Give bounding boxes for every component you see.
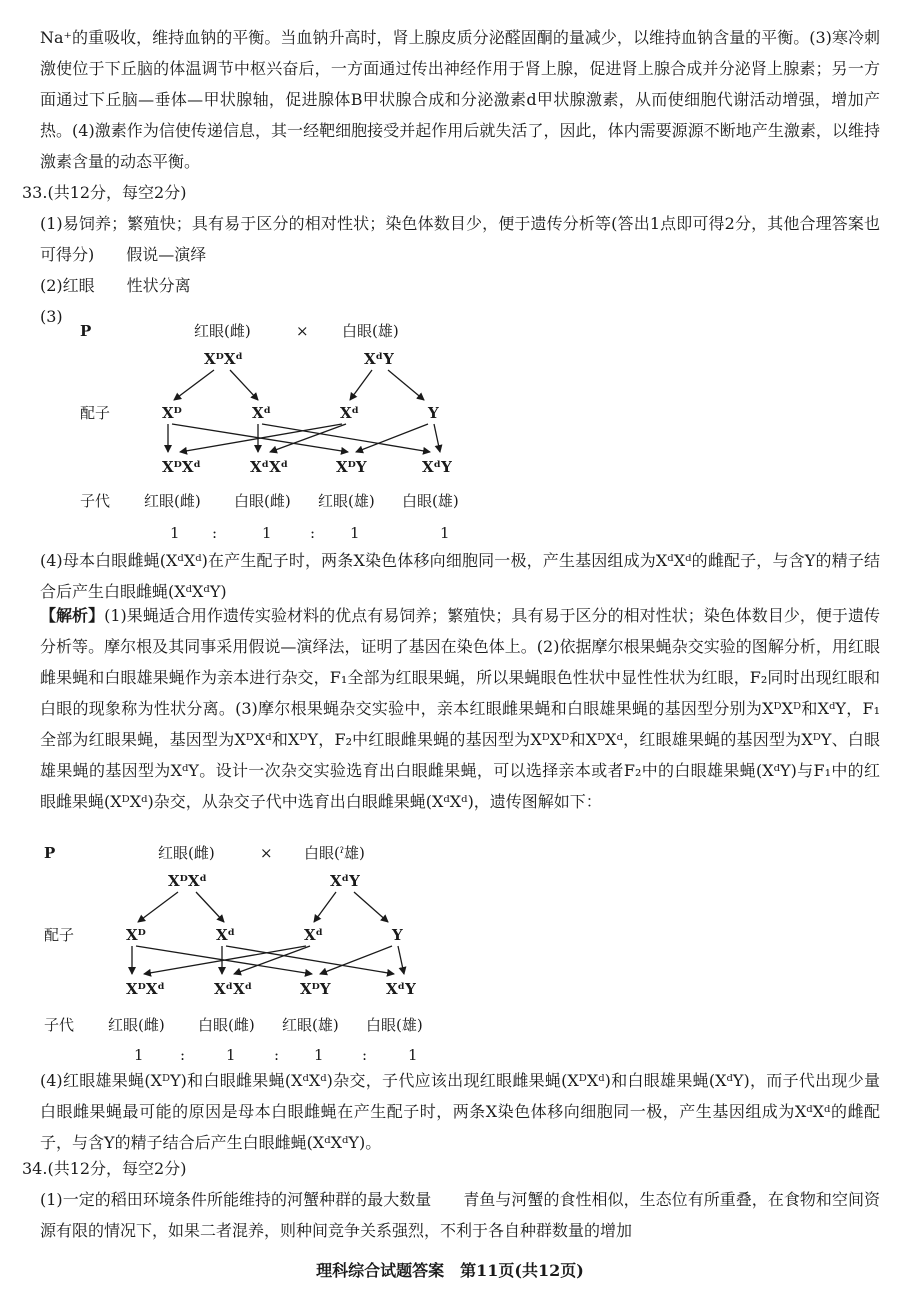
d2-ratio-sep-1: : <box>180 1046 186 1064</box>
d2-gamete-2: Xᵈ <box>216 926 236 944</box>
d2-female-genotype: XᴰXᵈ <box>168 872 207 890</box>
d1-offspring-genotype-3: XᴰY <box>336 458 367 476</box>
d2-arrow-parent-to-gamete-1 <box>138 892 178 922</box>
d2-male-genotype: XᵈY <box>330 872 360 890</box>
d1-offspring-phenotype-3: 红眼(雄) <box>318 492 375 510</box>
d1-gamete-2: Xᵈ <box>252 404 272 422</box>
d1-ratio-1: 1 <box>170 524 180 542</box>
d2-gamete-4: Y <box>392 926 403 944</box>
cross-diagram-2-svg <box>0 838 900 1068</box>
d2-arrow-parent-to-gamete-3 <box>314 892 336 922</box>
d1-arrow-cross-8 <box>434 424 440 452</box>
d1-female-parent: 红眼(雌) <box>194 322 251 340</box>
d2-ratio-1: 1 <box>134 1046 144 1064</box>
d2-offspring-phenotype-4: 白眼(雄) <box>366 1016 423 1034</box>
d1-arrow-cross-7 <box>356 424 428 452</box>
d2-offspring-genotype-1: XᴰXᵈ <box>126 980 165 998</box>
d1-arrow-parent-to-gamete-4 <box>388 370 424 400</box>
analysis-label: 【解析】 <box>40 606 105 625</box>
d2-cross-symbol: × <box>260 844 273 862</box>
d2-offspring-phenotype-1: 红眼(雌) <box>108 1016 165 1034</box>
d2-gamete-3: Xᵈ <box>304 926 324 944</box>
d2-arrow-parent-to-gamete-4 <box>354 892 388 922</box>
d1-male-genotype: XᵈY <box>364 350 394 368</box>
d1-offspring-genotype-2: XᵈXᵈ <box>250 458 289 476</box>
d1-gamete-3: Xᵈ <box>340 404 360 422</box>
d1-ratio-sep-2: : <box>310 524 316 542</box>
q34-answer-1: (1)一定的稻田环境条件所能维持的河蟹种群的最大数量 青鱼与河蟹的食性相似，生态位有所重叠，在食物和空间资源有限的情况下，如果二者混养，则种间竞争关系强烈，不利于各自种群数量的增加 <box>40 1190 880 1240</box>
intro-paragraph: Na⁺的重吸收，维持血钠的平衡。当血钠升高时，肾上腺皮质分泌醛固酮的量减少，以维持血钠含量的平衡。(3)寒冷刺激使位于下丘脑的体温调节中枢兴奋后，一方面通过传出神经作用于肾上腺，促进肾上腺合成并分泌肾上腺素；另一方面通过下丘脑—垂体—甲状腺轴，促进腺体B甲状腺合成和分泌激素d甲状腺激素，从而使细胞代谢活动增强，增加产热。(4)激素作为信使传递信息，其一经靶细胞接受并起作用后就失活了，因此，体内需要源源不断地产生激素，以维持激素含量的动态平衡。 <box>40 28 880 171</box>
d1-cross-symbol: × <box>296 322 309 340</box>
d2-arrow-cross-6 <box>234 946 310 974</box>
d1-female-genotype: XᴰXᵈ <box>204 350 243 368</box>
d1-offspring-genotype-1: XᴰXᵈ <box>162 458 201 476</box>
q33-answer-1: (1)易饲养；繁殖快；具有易于区分的相对性状；染色体数目少，便于遗传分析等(答出1点即可得2分，其他合理答案也可得分) 假说—演绎 <box>40 214 880 264</box>
d1-arrow-cross-6 <box>270 424 346 452</box>
cross-diagram-1-svg <box>0 318 900 548</box>
d2-ratio-sep-2: : <box>274 1046 280 1064</box>
d1-arrow-parent-to-gamete-2 <box>230 370 258 400</box>
d2-ratio-3: 1 <box>314 1046 324 1064</box>
d2-offspring-phenotype-2: 白眼(雌) <box>198 1016 255 1034</box>
genetic-cross-diagram-2 <box>0 838 900 1068</box>
analysis-text: (1)果蝇适合用作遗传实验材料的优点有易饲养；繁殖快；具有易于区分的相对性状；染色体数目少，便于遗传分析等。摩尔根及其同事采用假说—演绎法，证明了基因在染色体上。(2)依据摩尔根果蝇杂交实验的图解分析，用红眼雌果蝇和白眼雄果蝇作为亲本进行杂交，F₁全部为红眼果蝇，所以果蝇眼色性状中显性性状为红眼，F₂同时出现红眼和白眼的现象称为性状分离。(3)摩尔根果蝇杂交实验中，亲本红眼雌果蝇和白眼雄果蝇的基因型分别为XᴰXᴰ和XᵈY，F₁全部为红眼果蝇，基因型为XᴰXᵈ和XᴰY，F₂中红眼雌果蝇的基因型为XᴰXᴰ和XᴰXᵈ，红眼雄果蝇的基因型为XᴰY、白眼雄果蝇的基因型为XᵈY。设计一次杂交实验选育出白眼雌果蝇，可以选择亲本或者F₂中的白眼雄果蝇(XᵈY)与F₁中的红眼雌果蝇(XᴰXᵈ)杂交，从杂交子代中选育出白眼雌果蝇(XᵈXᵈ)，遗传图解如下： <box>40 606 880 811</box>
q33-answer-3: (3) <box>40 307 63 326</box>
d2-offspring-genotype-3: XᴰY <box>300 980 331 998</box>
d2-ratio-4: 1 <box>408 1046 418 1064</box>
d1-offspring-genotype-4: XᵈY <box>422 458 452 476</box>
d2-gamete-1: Xᴰ <box>126 926 146 944</box>
d2-ratio-sep-3: : <box>362 1046 368 1064</box>
page-footer: 理科综合试题答案 第11页(共12页) <box>316 1261 584 1280</box>
d1-arrow-parent-to-gamete-1 <box>174 370 214 400</box>
d2-female-parent: 红眼(雌) <box>158 844 215 862</box>
d1-ratio-3: 1 <box>350 524 360 542</box>
d2-arrow-parent-to-gamete-2 <box>196 892 224 922</box>
d2-ratio-2: 1 <box>226 1046 236 1064</box>
q34-header: 34.(共12分，每空2分) <box>22 1159 187 1178</box>
d2-arrow-cross-4 <box>226 946 394 974</box>
d1-ratio-2: 1 <box>262 524 272 542</box>
d1-offspring-phenotype-4: 白眼(雄) <box>402 492 459 510</box>
d2-offspring-label: 子代 <box>44 1016 75 1034</box>
d2-gamete-label: 配子 <box>44 926 75 944</box>
d2-offspring-genotype-2: XᵈXᵈ <box>214 980 253 998</box>
d2-arrow-cross-8 <box>398 946 404 974</box>
d1-offspring-label: 子代 <box>80 492 111 510</box>
d2-offspring-phenotype-3: 红眼(雄) <box>282 1016 339 1034</box>
analysis-paragraph <box>40 600 880 817</box>
analysis-paragraph-4: (4)红眼雄果蝇(XᴰY)和白眼雌果蝇(XᵈXᵈ)杂交，子代应该出现红眼雌果蝇(XᴰXᵈ)和白眼雄果蝇(XᵈY)，而子代出现少量白眼雌果蝇最可能的原因是母本白眼雌蝇在产生配子时，两条X染色体移向细胞同一极，产生基因组成为XᵈXᵈ的雌配子，与含Y的精子结合后产生白眼雌蝇(XᵈXᵈY)。 <box>40 1071 880 1152</box>
d1-arrow-cross-4 <box>262 424 430 452</box>
d1-ratio-sep-1: : <box>212 524 218 542</box>
genetic-cross-diagram-1 <box>0 318 900 548</box>
d2-offspring-genotype-4: XᵈY <box>386 980 416 998</box>
d1-gamete-4: Y <box>428 404 439 422</box>
d1-offspring-phenotype-2: 白眼(雌) <box>234 492 291 510</box>
d1-male-parent: 白眼(雄) <box>342 322 399 340</box>
q33-answer-4: (4)母本白眼雌蝇(XᵈXᵈ)在产生配子时，两条X染色体移向细胞同一极，产生基因组成为XᵈXᵈ的雌配子，与含Y的精子结合后产生白眼雌蝇(XᵈXᵈY) <box>40 551 880 601</box>
d2-p-label: P <box>44 844 56 862</box>
q33-header: 33.(共12分，每空2分) <box>22 183 187 202</box>
d1-ratio-4: 1 <box>440 524 450 542</box>
d2-arrow-cross-7 <box>320 946 392 974</box>
d1-arrow-parent-to-gamete-3 <box>350 370 372 400</box>
d1-gamete-label: 配子 <box>80 404 111 422</box>
d2-male-parent: 白眼(ˀ雄) <box>304 844 365 862</box>
d1-p-label: P <box>80 322 92 340</box>
d1-offspring-phenotype-1: 红眼(雌) <box>144 492 201 510</box>
q33-answer-2: (2)红眼 性状分离 <box>40 276 191 295</box>
d1-gamete-1: Xᴰ <box>162 404 182 422</box>
